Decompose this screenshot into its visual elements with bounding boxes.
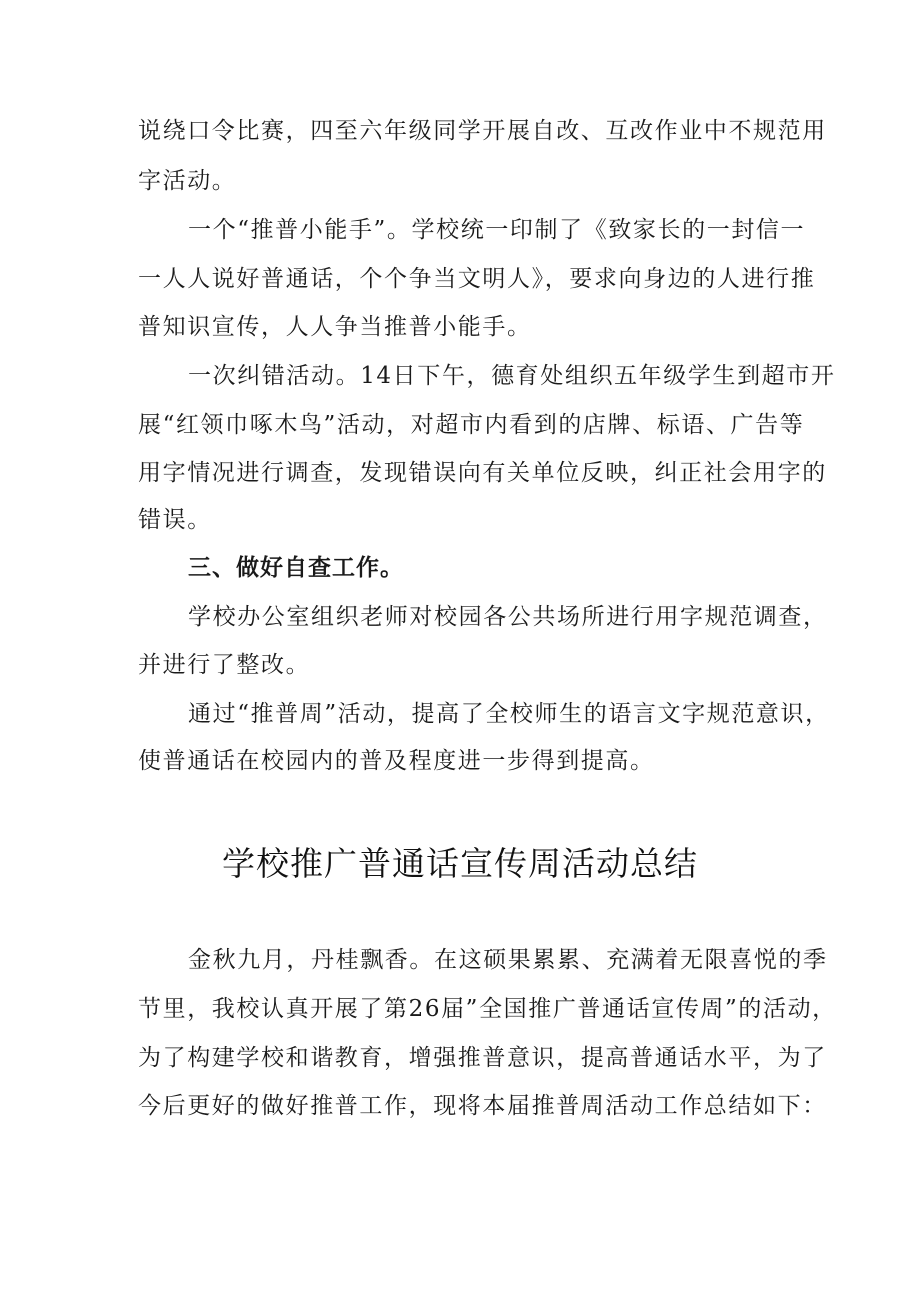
paragraph-line: 并进行了整改。	[138, 652, 311, 678]
paragraph-line: 展“红领巾啄木鸟”活动，对超市内看到的店牌、标语、广告等	[138, 412, 805, 438]
paragraph-line: 字活动。	[138, 168, 237, 194]
paragraph-line: 用字情况进行调查，发现错误向有关单位反映，纠正社会用字的	[138, 460, 827, 486]
document-title: 学校推广普通话宣传周活动总结	[222, 844, 698, 883]
paragraph-line: 说绕口令比赛，四至六年级同学开展自改、互改作业中不规范用	[138, 118, 827, 144]
paragraph-line: 一个“推普小能手”。学校统一印制了《致家长的一封信一	[188, 217, 806, 243]
paragraph-line: 普知识宣传，人人争当推普小能手。	[138, 314, 532, 340]
paragraph-line: 一次纠错活动。14日下午，德育处组织五年级学生到超市开	[188, 363, 836, 389]
paragraph-line: 学校办公室组织老师对校园各公共场所进行用字规范调查，	[188, 604, 828, 630]
paragraph-line: 今后更好的做好推普工作，现将本届推普周活动工作总结如下：	[138, 1093, 827, 1119]
paragraph-line: 为了构建学校和谐教育，增强推普意识，提高普通话水平，为了	[138, 1045, 827, 1071]
paragraph-line: 通过“推普周”活动，提高了全校师生的语言文字规范意识，	[188, 701, 830, 727]
paragraph-line: 使普通话在校园内的普及程度进一步得到提高。	[138, 748, 655, 774]
section-heading: 三、做好自查工作。	[188, 555, 404, 581]
paragraph-line: 金秋九月，丹桂飘香。在这硕果累累、充满着无限喜悦的季	[188, 947, 828, 973]
paragraph-line: 一人人说好普通话，个个争当文明人》，要求向身边的人进行推	[138, 266, 816, 292]
paragraph-line: 错误。	[138, 507, 212, 533]
paragraph-line: 节里，我校认真开展了第26届”全国推广普通话宣传周”的活动，	[138, 996, 837, 1022]
